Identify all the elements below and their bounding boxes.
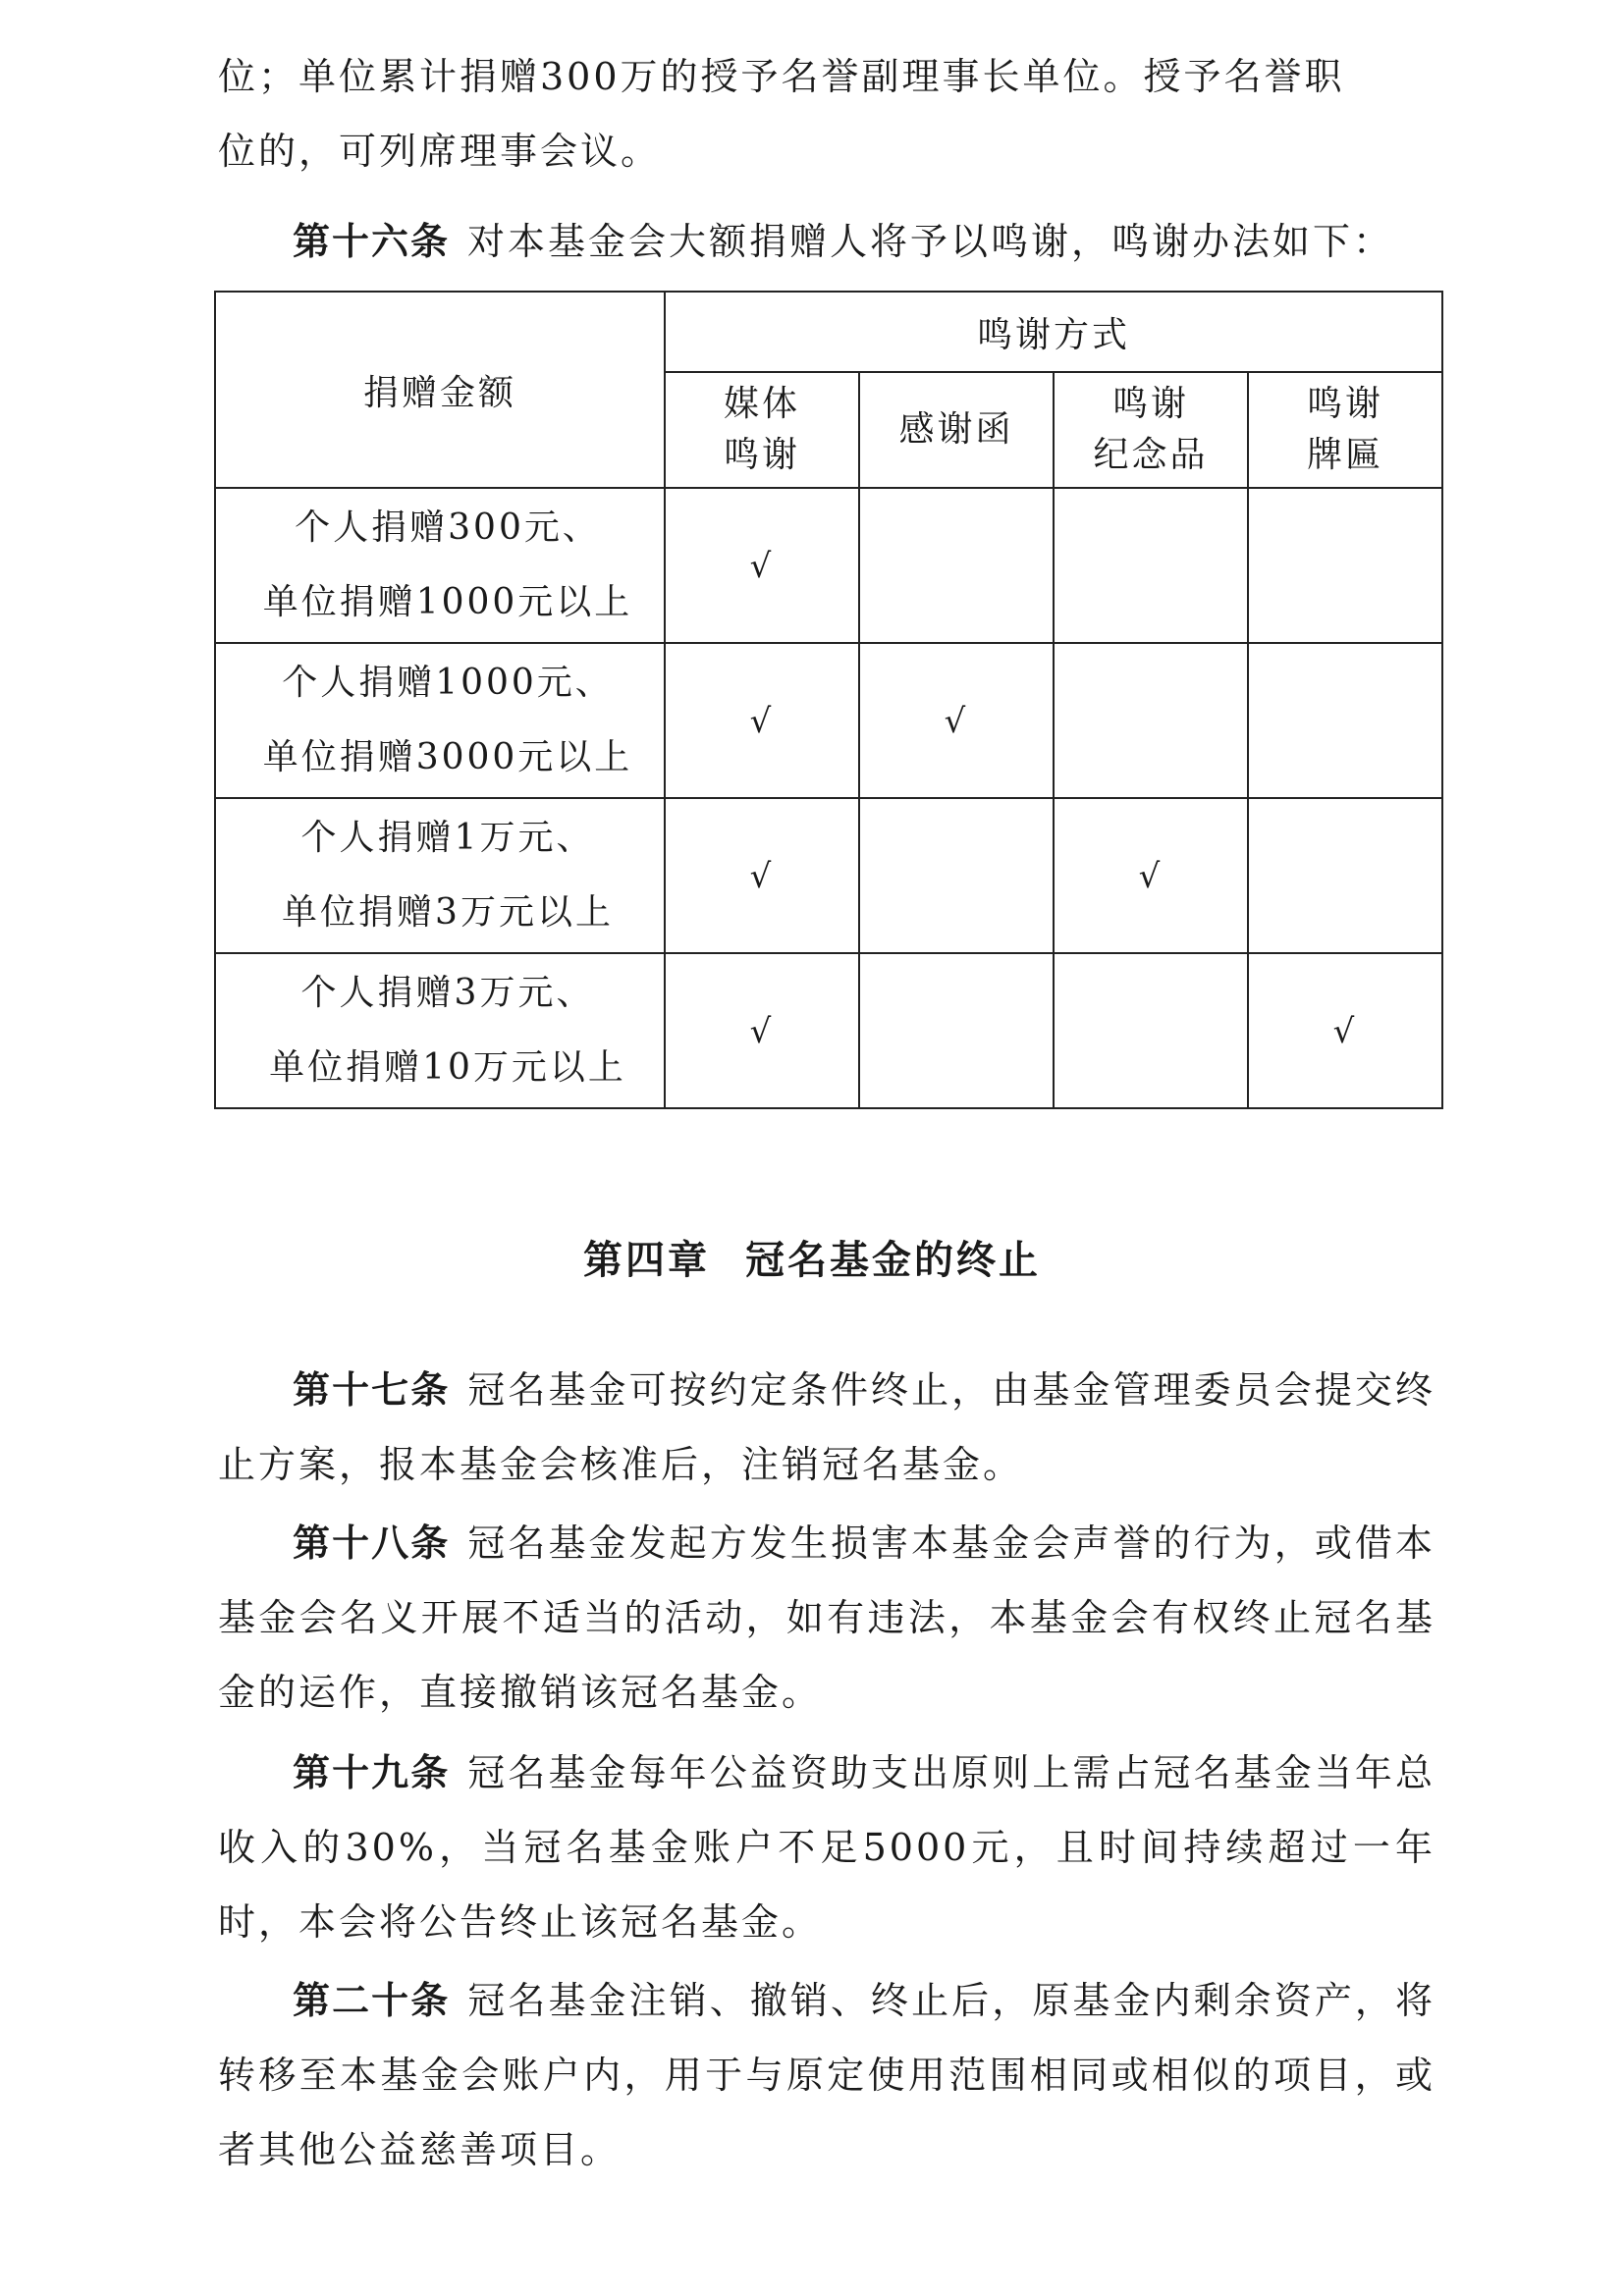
article-20-label: 第二十条	[293, 1979, 451, 2022]
method-cell-3	[1248, 643, 1442, 798]
check-mark-icon: √	[749, 1011, 775, 1051]
article-19	[218, 1735, 1435, 1959]
chapter-number: 第四章	[583, 1238, 710, 1283]
article-16	[218, 204, 1435, 279]
method-cell-0	[665, 643, 859, 798]
check-mark-icon: √	[1138, 856, 1164, 896]
donation-amount-line1: 个人捐赠3万元、	[300, 973, 595, 1013]
header-letter-line1: 感谢函	[898, 409, 1014, 450]
table-row	[215, 488, 1442, 643]
donation-amount-line2: 单位捐赠10万元以上	[269, 1047, 626, 1088]
donation-amount-line2: 单位捐赠1000元以上	[262, 582, 633, 622]
article-18-text: 冠名基金发起方发生损害本基金会声誉的行为，或借本基金会名义开展不适当的活动，如有违法，本基金会有权终止冠名基金的运作，直接撤销该冠名基金。	[218, 1522, 1435, 1714]
table-header-row	[215, 292, 1442, 372]
method-cell-2	[1054, 953, 1248, 1108]
donation-amount-cell	[215, 953, 665, 1108]
header-acknowledgement-method: 鸣谢方式	[665, 292, 1442, 372]
header-media-line1: 媒体	[723, 384, 800, 424]
table-row	[215, 798, 1442, 953]
table-row	[215, 953, 1442, 1108]
donation-amount-cell	[215, 798, 665, 953]
article-19-text: 冠名基金每年公益资助支出原则上需占冠名基金当年总收入的30%，当冠名基金账户不足5000元，且时间持续超过一年时，本会将公告终止该冠名基金。	[218, 1751, 1435, 1944]
donation-amount-line1: 个人捐赠1万元、	[300, 818, 595, 858]
donation-amount-line2: 单位捐赠3万元以上	[282, 892, 614, 933]
header-letter	[859, 372, 1054, 488]
article-16-label: 第十六条	[293, 220, 451, 263]
method-cell-2	[1054, 643, 1248, 798]
method-cell-2	[1054, 798, 1248, 953]
article-16-text: 对本基金会大额捐赠人将予以鸣谢，鸣谢办法如下：	[467, 220, 1394, 263]
header-plaque-line1: 鸣谢	[1306, 384, 1383, 424]
header-souvenir-line2: 纪念品	[1093, 435, 1209, 475]
check-mark-icon: √	[944, 701, 969, 741]
acknowledgement-table	[214, 291, 1443, 1109]
check-mark-icon: √	[749, 856, 775, 896]
donation-amount-line2: 单位捐赠3000元以上	[262, 737, 633, 777]
article-19-label: 第十九条	[293, 1751, 451, 1794]
article-20-text: 冠名基金注销、撤销、终止后，原基金内剩余资产，将转移至本基金会账户内，用于与原定使用范围相同或相似的项目，或者其他公益慈善项目。	[218, 1979, 1435, 2171]
method-cell-0	[665, 488, 859, 643]
donation-amount-cell	[215, 488, 665, 643]
header-souvenir	[1054, 372, 1248, 488]
article-17-text: 冠名基金可按约定条件终止，由基金管理委员会提交终止方案，报本基金会核准后，注销冠名基金。	[218, 1368, 1435, 1486]
header-media-line2: 鸣谢	[723, 435, 800, 475]
intro-paragraph	[218, 39, 1435, 188]
method-cell-1	[859, 953, 1054, 1108]
check-mark-icon: √	[749, 701, 775, 741]
article-17-label: 第十七条	[293, 1368, 451, 1412]
table-row	[215, 643, 1442, 798]
method-cell-3	[1248, 488, 1442, 643]
method-cell-2	[1054, 488, 1248, 643]
donation-amount-line1: 个人捐赠1000元、	[282, 663, 614, 703]
intro-line-1: 位；单位累计捐赠300万的授予名誉副理事长单位。授予名誉职	[218, 55, 1345, 98]
method-cell-1	[859, 643, 1054, 798]
header-plaque-line2: 牌匾	[1306, 435, 1383, 475]
intro-line-2: 位的，可列席理事会议。	[218, 130, 662, 173]
donation-amount-line1: 个人捐赠300元、	[295, 507, 601, 548]
method-cell-0	[665, 798, 859, 953]
header-souvenir-line1: 鸣谢	[1111, 384, 1189, 424]
method-cell-3	[1248, 953, 1442, 1108]
check-mark-icon: √	[749, 546, 775, 586]
article-18-label: 第十八条	[293, 1522, 451, 1565]
donation-amount-cell	[215, 643, 665, 798]
article-17	[218, 1353, 1435, 1502]
article-18	[218, 1506, 1435, 1730]
article-20	[218, 1963, 1435, 2187]
chapter-heading	[0, 1229, 1624, 1285]
method-cell-1	[859, 488, 1054, 643]
table-body	[215, 488, 1442, 1108]
method-cell-1	[859, 798, 1054, 953]
chapter-title: 冠名基金的终止	[745, 1238, 1041, 1283]
method-cell-3	[1248, 798, 1442, 953]
method-cell-0	[665, 953, 859, 1108]
header-media	[665, 372, 859, 488]
header-plaque	[1248, 372, 1442, 488]
header-donation-amount: 捐赠金额	[215, 292, 665, 488]
check-mark-icon: √	[1332, 1011, 1358, 1051]
